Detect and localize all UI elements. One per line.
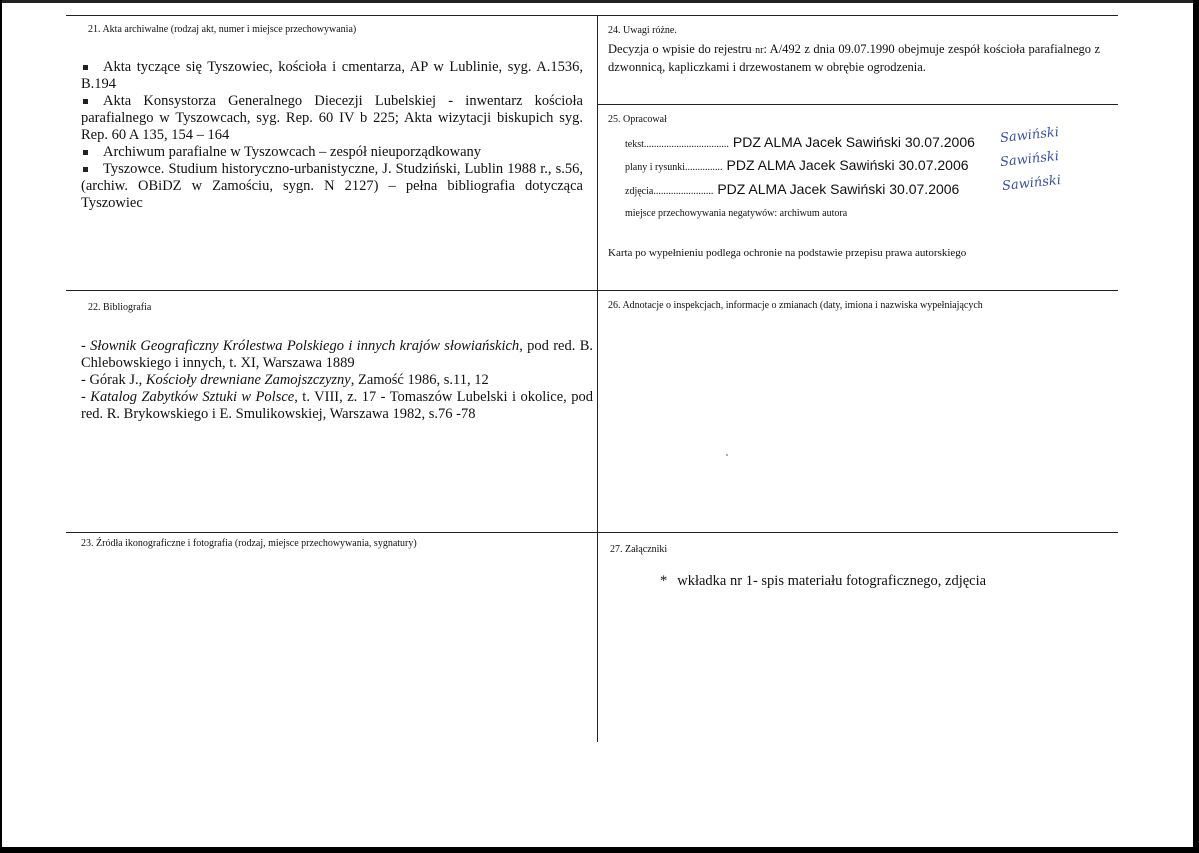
archival-records-list	[81, 59, 583, 212]
section-22-header: 22. Bibliografia	[88, 302, 152, 313]
author-row-photos	[625, 181, 959, 197]
section-21-header: 21. Akta archiwalne (rodzaj akt, numer i miejsce przechowywania)	[88, 24, 357, 35]
remarks-nr: nr	[755, 45, 764, 56]
list-item: Akta tyczące się Tyszowiec, kościoła i cmentarza, AP w Lublinie, syg. A.1536, B.194	[81, 59, 583, 92]
row-dots: ...............	[685, 162, 723, 173]
row-label: plany i rysunki	[625, 162, 685, 173]
remarks-part: : A/492 z dnia 09.07.1990 obejmuje zespół kościoła parafialnego z dzwonnicą, kapliczkami i drzewostanem w obrębie ogrodzenia.	[608, 42, 1101, 74]
scan-speck	[726, 454, 728, 456]
entry-details: , pod red. B. Chlebowskiego i innych, t. XI, Warszawa 1889	[81, 338, 593, 371]
entry-title: Kościoły drewniane Zamojszczyzny	[145, 372, 351, 388]
section-23-header: 23. Źródła ikonograficzne i fotografia (rodzaj, miejsce przechowywania, sygnatury)	[81, 538, 417, 549]
section-26-header: 26. Adnotacje o inspekcjach, informacje o zmianach (daty, imiona i nazwiska wypełniających	[608, 300, 983, 311]
remarks-part: Decyzja o wpisie do rejestru	[608, 42, 756, 56]
row-value: PDZ ALMA Jacek Sawiński 30.07.2006	[726, 157, 969, 173]
bibliography-entry	[81, 338, 593, 372]
center-divider	[597, 15, 598, 742]
page-bottom-edge	[0, 847, 1199, 853]
entry-title: Słownik Geograficzny Królestwa Polskiego i innych krajów słowiańskich	[90, 338, 520, 354]
section-27-header: 27. Załączniki	[610, 544, 668, 555]
row-value: PDZ ALMA Jacek Sawiński 30.07.2006	[717, 181, 960, 197]
section-21-body	[81, 59, 583, 212]
bullet-star-icon: *	[660, 573, 668, 589]
top-rule	[66, 15, 1118, 16]
negatives-value: archiwum autora	[779, 208, 848, 219]
list-item: Akta Konsystorza Generalnego Diecezji Lubelskiej - inwentarz kościoła parafialnego w Tyszowcach, syg. Rep. 60 IV b 225; Akta wizytacji biskupich syg. Rep. 60 A 135, 154 – 164	[81, 93, 583, 143]
bibliography-list	[81, 338, 593, 423]
author-row-plans	[625, 157, 969, 173]
section-24-header: 24. Uwagi różne.	[608, 25, 677, 36]
copyright-note: Karta po wypełnieniu podlega ochronie na podstawie przepisu prawa autorskiego	[608, 247, 967, 259]
entry-prefix: -	[81, 389, 91, 405]
author-row-text	[625, 134, 975, 150]
row-value: PDZ ALMA Jacek Sawiński 30.07.2006	[732, 134, 975, 150]
signature: Sawiński	[999, 124, 1060, 147]
section-25-header: 25. Opracował	[608, 114, 667, 125]
list-item: Archiwum parafialne w Tyszowcach – zespół nieuporządkowany	[81, 144, 583, 161]
divider-24-25	[597, 104, 1118, 105]
row-dots: ........................	[653, 186, 714, 197]
divider-row2-row3	[66, 532, 1118, 533]
remarks-text	[608, 41, 1100, 75]
signature: Sawiński	[999, 148, 1060, 171]
page-left-edge	[0, 0, 2, 853]
bibliography-entry	[81, 372, 593, 389]
entry-details: , Zamość 1986, s.11, 12	[350, 372, 489, 388]
attachment-label: wkładka nr 1- spis materiału fotograficznego, zdjęcia	[677, 573, 987, 589]
signature: Sawiński	[1001, 172, 1062, 195]
negatives-label: miejsce przechowywania negatywów:	[625, 208, 778, 219]
negatives-location	[625, 208, 847, 219]
list-item: Tyszowce. Studium historyczno-urbanistyczne, J. Studziński, Lublin 1988 r., s.56, (archiw. OBiDZ w Zamościu, sygn. N 2127) – pełna bibliografia dotycząca Tyszowiec	[81, 161, 583, 211]
page-right-edge	[1193, 0, 1199, 853]
entry-title: Katalog Zabytków Sztuki w Polsce	[90, 389, 295, 405]
bibliography-entry	[81, 389, 593, 423]
row-dots: ..................................	[643, 139, 729, 150]
page-top-edge	[0, 0, 1199, 3]
entry-prefix: -	[81, 338, 91, 354]
row-label: zdjęcia	[625, 186, 654, 197]
attachment-item	[660, 573, 986, 590]
entry-details: , t. VIII, z. 17 - Tomaszów Lubelski i okolice, pod red. R. Brykowskiego i E. Smulikowskiej, Warszawa 1982, s.76 -78	[81, 389, 593, 422]
row-label: tekst	[625, 139, 644, 150]
entry-prefix: - Górak J.,	[81, 372, 146, 388]
divider-row1-row2	[66, 290, 1118, 291]
